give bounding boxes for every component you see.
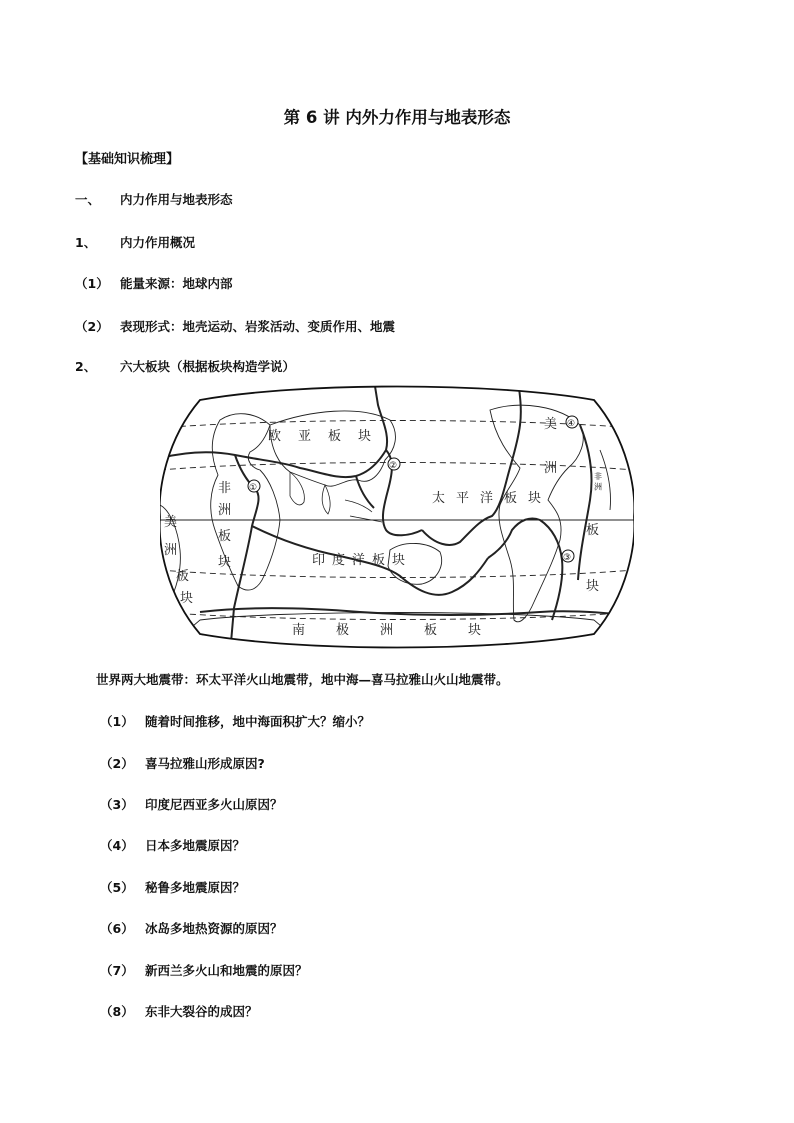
label-indian-1: 印 <box>312 553 326 568</box>
page-title: 第 6 讲 内外力作用与地表形态 <box>283 108 511 127</box>
outline-text: 内力作用概况 <box>120 235 196 250</box>
question-number: （7） <box>100 963 134 978</box>
outline-number: 2、 <box>75 359 97 374</box>
question-number: （5） <box>100 880 134 895</box>
question-number: （3） <box>100 797 134 812</box>
label-pacific-2: 平 <box>456 491 470 506</box>
label-africa-2: 洲 <box>218 503 232 518</box>
label-america-right-3: 板 <box>586 523 600 538</box>
marker-3-label: ③ <box>563 553 572 563</box>
earthquake-belts-text: 世界两大地震带：环太平洋火山地震带，地中海—喜马拉雅山火山地震带。 <box>96 672 509 687</box>
question-text: 印度尼西亚多火山原因？ <box>145 797 283 812</box>
question-text: 东非大裂谷的成因？ <box>145 1004 258 1019</box>
label-antarctic-3: 洲 <box>380 623 394 638</box>
marker-1-label: ① <box>249 483 258 493</box>
outline-text: 能量来源：地球内部 <box>120 276 233 291</box>
label-pacific-5: 块 <box>528 491 542 506</box>
label-small-africa: 非 洲 <box>593 472 603 491</box>
marker-3 <box>562 550 574 563</box>
outline-text: 内力作用与地表形态 <box>120 192 233 207</box>
marker-2 <box>388 458 400 471</box>
marker-1 <box>248 480 260 493</box>
label-africa-1: 非 <box>218 481 232 496</box>
label-america-right-2: 洲 <box>544 461 558 476</box>
question-text: 喜马拉雅山形成原因? <box>145 756 265 771</box>
label-antarctic-4: 板 <box>424 623 438 638</box>
label-america-right-4: 块 <box>586 579 600 594</box>
label-antarctic-5: 块 <box>468 623 482 638</box>
label-africa-4: 块 <box>218 555 232 570</box>
outline-text: 六大板块（根据板块构造学说） <box>120 359 296 374</box>
question-number: （2） <box>100 756 134 771</box>
outline-text: 表现形式：地壳运动、岩浆活动、变质作用、地震 <box>120 319 396 334</box>
label-eurasia-2: 亚 <box>298 429 312 444</box>
question-text: 新西兰多火山和地震的原因？ <box>145 963 308 978</box>
label-eurasia-4: 块 <box>358 429 372 444</box>
label-america-left-4: 块 <box>180 591 194 606</box>
outline-number: 一、 <box>75 192 101 207</box>
label-america-left-1: 美 <box>164 515 178 530</box>
marker-4-label: ④ <box>567 419 576 429</box>
outline-number: （1） <box>75 276 109 291</box>
label-america-left-3: 板 <box>176 569 190 584</box>
question-number: （1） <box>100 714 134 729</box>
label-pacific-1: 太 <box>432 491 446 506</box>
question-number: （4） <box>100 838 134 853</box>
section-header: 【基础知识梳理】 <box>75 152 180 167</box>
label-africa-3: 板 <box>218 529 232 544</box>
label-antarctic-2: 极 <box>336 623 350 638</box>
label-antarctic-1: 南 <box>292 623 306 638</box>
outline-number: 1、 <box>75 235 97 250</box>
marker-2-label: ② <box>389 461 398 471</box>
label-eurasia-1: 欧 <box>268 429 282 444</box>
question-number: （8） <box>100 1004 134 1019</box>
label-pacific-3: 洋 <box>480 491 494 506</box>
label-indian-5: 块 <box>392 553 406 568</box>
label-indian-2: 度 <box>332 553 346 568</box>
question-number: （6） <box>100 921 134 936</box>
marker-4 <box>566 416 578 429</box>
label-pacific-4: 板 <box>504 491 518 506</box>
tectonic-plates-map <box>160 380 634 654</box>
question-text: 随着时间推移，地中海面积扩大？缩小？ <box>145 714 371 729</box>
label-eurasia-3: 板 <box>328 429 342 444</box>
question-text: 秘鲁多地震原因？ <box>145 880 246 895</box>
label-indian-4: 板 <box>372 553 386 568</box>
outline-number: （2） <box>75 319 109 334</box>
question-text: 日本多地震原因？ <box>145 838 246 853</box>
label-america-right-1: 美 <box>544 417 558 432</box>
question-text: 冰岛多地热资源的原因？ <box>145 921 283 936</box>
label-indian-3: 洋 <box>352 553 366 568</box>
label-america-left-2: 洲 <box>164 543 178 558</box>
